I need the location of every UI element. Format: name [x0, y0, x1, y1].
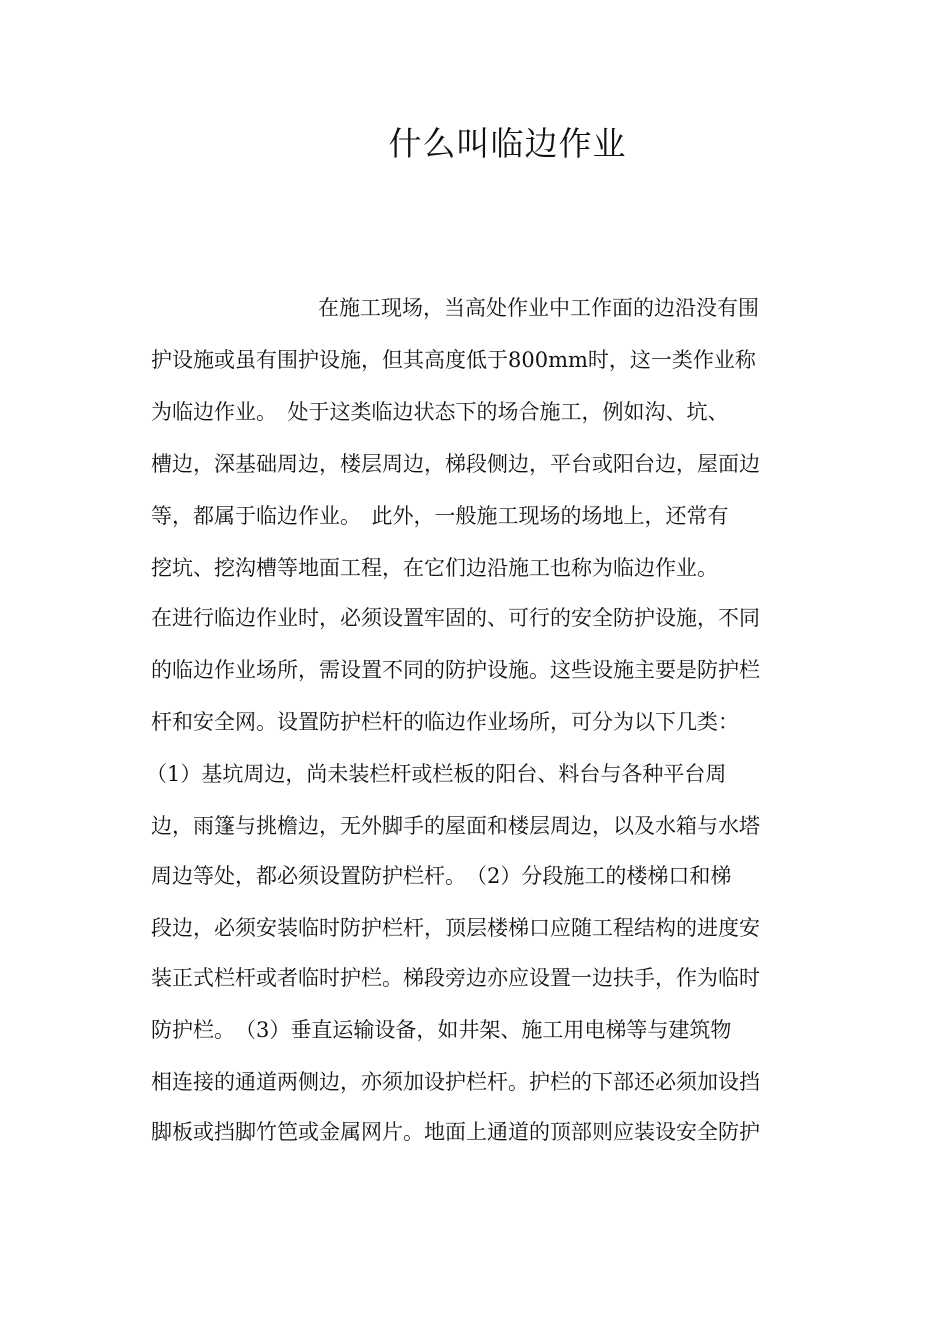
paragraph-line: （1）基坑周边，尚未装栏杆或栏板的阳台、料台与各种平台周 — [146, 762, 727, 786]
paragraph-line: 装正式栏杆或者临时护栏。梯段旁边亦应设置一边扶手，作为临时 — [151, 966, 760, 990]
paragraph-line: 的临边作业场所，需设置不同的防护设施。这些设施主要是防护栏 — [151, 658, 760, 682]
paragraph-line: 段边，必须安装临时防护栏杆，顶层楼梯口应随工程结构的进度安 — [151, 916, 760, 940]
paragraph-line: 挖坑、挖沟槽等地面工程，在它们边沿施工也称为临边作业。 — [151, 556, 718, 580]
paragraph-line: 为临边作业。 处于这类临边状态下的场合施工，例如沟、坑、 — [151, 400, 729, 424]
paragraph-line: 脚板或挡脚竹笆或金属网片。地面上通道的顶部则应装设安全防护 — [151, 1120, 760, 1144]
paragraph-line: 边，雨篷与挑檐边，无外脚手的屋面和楼层周边，以及水箱与水塔 — [151, 814, 760, 838]
paragraph-line: 杆和安全网。设置防护栏杆的临边作业场所，可分为以下几类： — [151, 710, 739, 734]
paragraph-line: 槽边，深基础周边，楼层周边，梯段侧边，平台或阳台边，屋面边 — [151, 452, 760, 476]
paragraph-line: 防护栏。 （3）垂直运输设备，如井架、施工用电梯等与建筑物 — [151, 1018, 732, 1042]
page-title: 什么叫临边作业 — [388, 124, 627, 163]
paragraph-line: 等，都属于临边作业。 此外，一般施工现场的场地上，还常有 — [151, 504, 729, 528]
paragraph-line: 在进行临边作业时，必须设置牢固的、可行的安全防护设施，不同 — [151, 606, 760, 630]
paragraph-line: 护设施或虽有围护设施，但其高度低于800mm时，这一类作业称 — [151, 348, 756, 372]
paragraph-line: 周边等处，都必须设置防护栏杆。 （2）分段施工的楼梯口和梯 — [151, 864, 732, 888]
paragraph-line: 相连接的通道两侧边，亦须加设护栏杆。护栏的下部还必须加设挡 — [151, 1070, 760, 1094]
paragraph-line: 在施工现场，当高处作业中工作面的边沿没有围 — [318, 296, 759, 320]
